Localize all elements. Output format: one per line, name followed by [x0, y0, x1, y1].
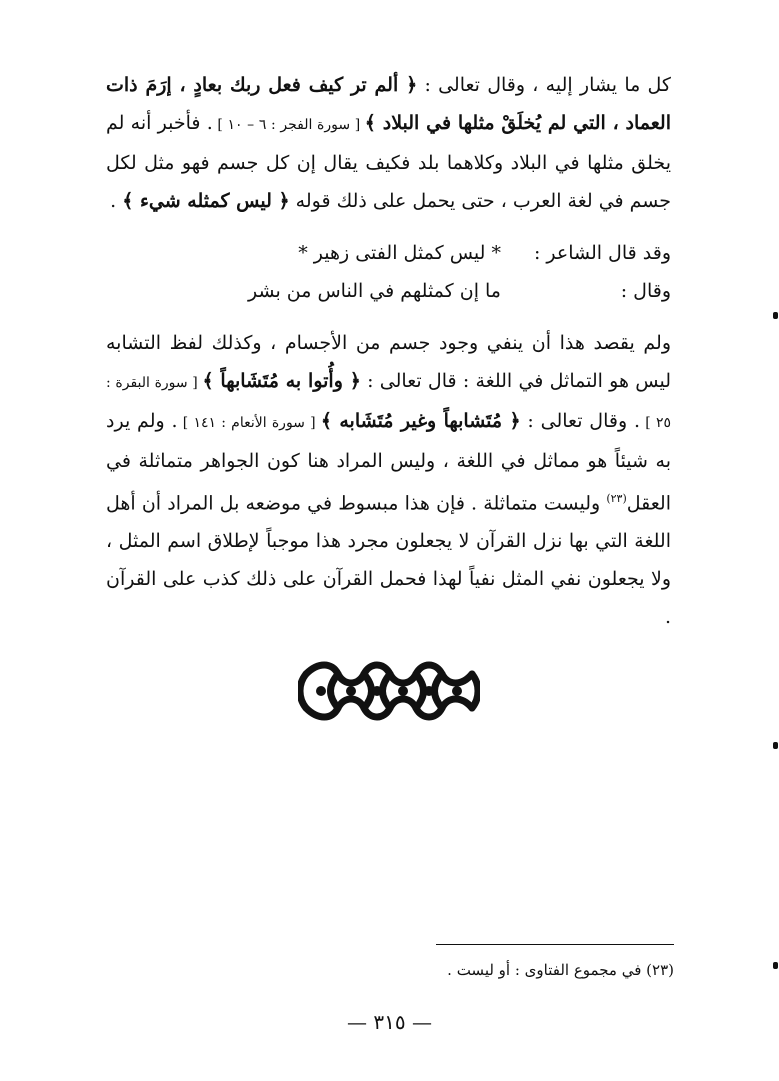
- scan-speck: [773, 742, 778, 749]
- scan-speck: [773, 312, 778, 319]
- text-segment: كل ما يشار إليه ، وقال تعالى :: [417, 74, 671, 96]
- poem-line: [106, 234, 671, 272]
- page-number: — ٣١٥ —: [347, 1010, 432, 1034]
- text-segment: وليست متماثلة . فإن هذا مبسوط في موضعه بل المراد أن أهل اللغة التي بها نزل القرآن لا يجعلون مجرد هذا موجباً لإطلاق اسم المثل ، ولا يجعلون نفي المثل نفياً لهذا فحمل القرآن على ذلك كذب على القرآن .: [106, 492, 671, 629]
- quran-verse: ﴿ مُتَشابهاً وغير مُتَشَابه ﴾: [320, 410, 521, 432]
- quran-verse: ﴿ ألم تر كيف فعل ربك بعادٍ ، إرَمَ ذات العماد ، التي لم يُخلَقْ مثلها في البلاد ﴾: [106, 74, 671, 134]
- arabesque-ornament-icon: [298, 660, 480, 722]
- scan-speck: [773, 962, 778, 969]
- poem-intro: وقال :: [620, 280, 671, 302]
- verse-reference: [ سورة البقرة : ٢٥ ]: [106, 375, 671, 431]
- text-segment: ولم يقصد هذا أن ينفي وجود جسم من الأجسام ، وكذلك لفظ التشابه ليس هو التماثل في اللغة : قال تعالى :: [106, 332, 672, 392]
- quran-verse: ﴿ وأُتوا به مُتَشَابهاً ﴾: [202, 370, 361, 392]
- text-segment: . وقال تعالى :: [520, 410, 641, 432]
- footnote-marker: (٢٣): [606, 492, 627, 505]
- footnote-divider: [436, 944, 674, 945]
- text-segment: . ولم يرد به شيئاً هو مماثل في اللغة ، وليس المراد هنا كون الجواهر متماثلة في العقل: [106, 410, 671, 515]
- footnote: (٢٣) في مجموع الفتاوى : أو ليست .: [447, 961, 674, 979]
- poem-verse: * ليس كمثل الفتى زهير *: [298, 242, 501, 264]
- verse-reference: [ سورة الأنعام : ١٤١ ]: [177, 415, 321, 431]
- paragraph-1: [106, 66, 671, 220]
- main-text: [106, 66, 671, 636]
- verse-reference: [ سورة الفجر : ٦ – ١٠ ]: [212, 117, 365, 133]
- quran-verse: ﴿ ليس كمثله شيء ﴾: [122, 190, 290, 212]
- poem-block: [106, 234, 671, 310]
- text-segment: .: [110, 190, 123, 212]
- text-segment: . فأخبر أنه لم يخلق مثلها في البلاد وكلاهما بلد فكيف يقال إن كل جسم فهو مثل لكل جسم في لغة العرب ، حتى يحمل على ذلك قوله: [106, 112, 671, 212]
- paragraph-2: [106, 324, 671, 636]
- poem-intro: وقد قال الشاعر :: [533, 242, 671, 264]
- poem-line: [106, 272, 671, 310]
- poem-verse: ما إن كمثلهم في الناس من بشر: [248, 280, 501, 302]
